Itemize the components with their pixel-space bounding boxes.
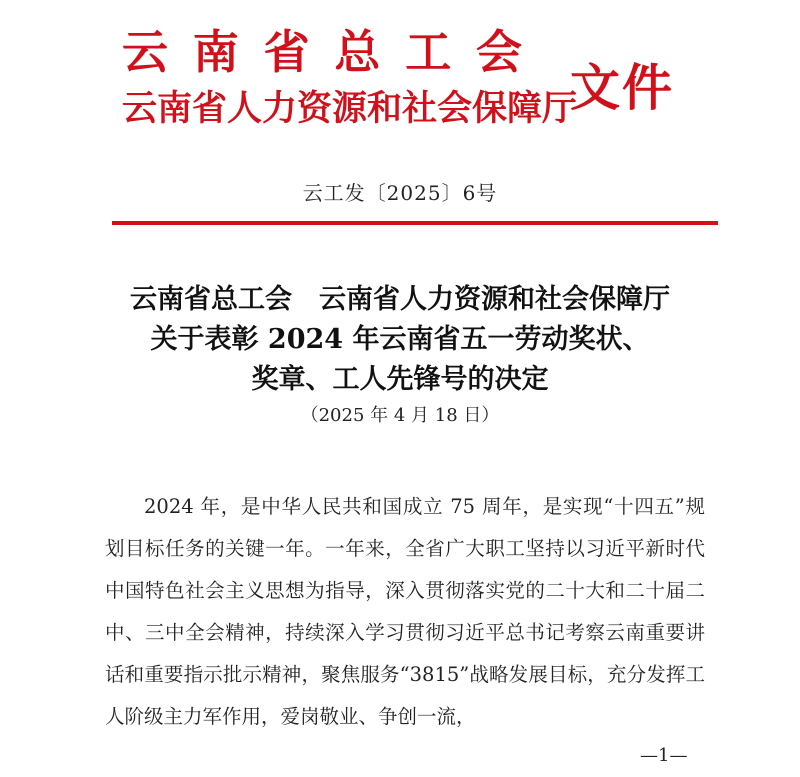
body-paragraph: 2024 年，是中华人民共和国成立 75 周年，是实现“十四五”规划目标任务的关键一年。一年来，全省广大职工坚持以习近平新时代中国特色社会主义思想为指导，深入贯彻落实党的二十大和二十届二中、三中全会精神，持续深入学习贯彻习近平总书记考察云南重要讲话和重要指示批示精神，聚焦服务“3815”战略发展目标，充分发挥工人阶级主力军作用，爱岗敬业、争创一流， [105,495,705,728]
issuer-human-resources-department: 云南省人力资源和社会保障厅 [122,88,578,129]
issuer-char: 省 [263,25,310,79]
issuer-char: 云 [122,25,168,79]
title-line-1: 云南省总工会 云南省人力资源和社会保障厅 [130,284,670,315]
issuer-char: 工 [405,25,452,79]
page-number: —1— [640,745,688,766]
document-date: （2025 年 4 月 18 日） [300,405,500,426]
issuer-char: 总 [334,25,381,79]
document-header [122,18,722,138]
title-line-2: 关于表彰 2024 年云南省五一劳动奖状、 [150,324,650,355]
document-title [0,280,800,400]
issuer-char: 南 [192,25,239,79]
issuer-federation-of-trade-unions [122,26,522,78]
document-type-label: 文件 [570,58,674,117]
red-divider-line [112,221,718,225]
document-number: 云工发〔2025〕6号 [302,181,498,205]
document-body [105,486,705,738]
issuer-char: 会 [475,25,522,79]
title-line-3: 奖章、工人先锋号的决定 [251,364,549,395]
